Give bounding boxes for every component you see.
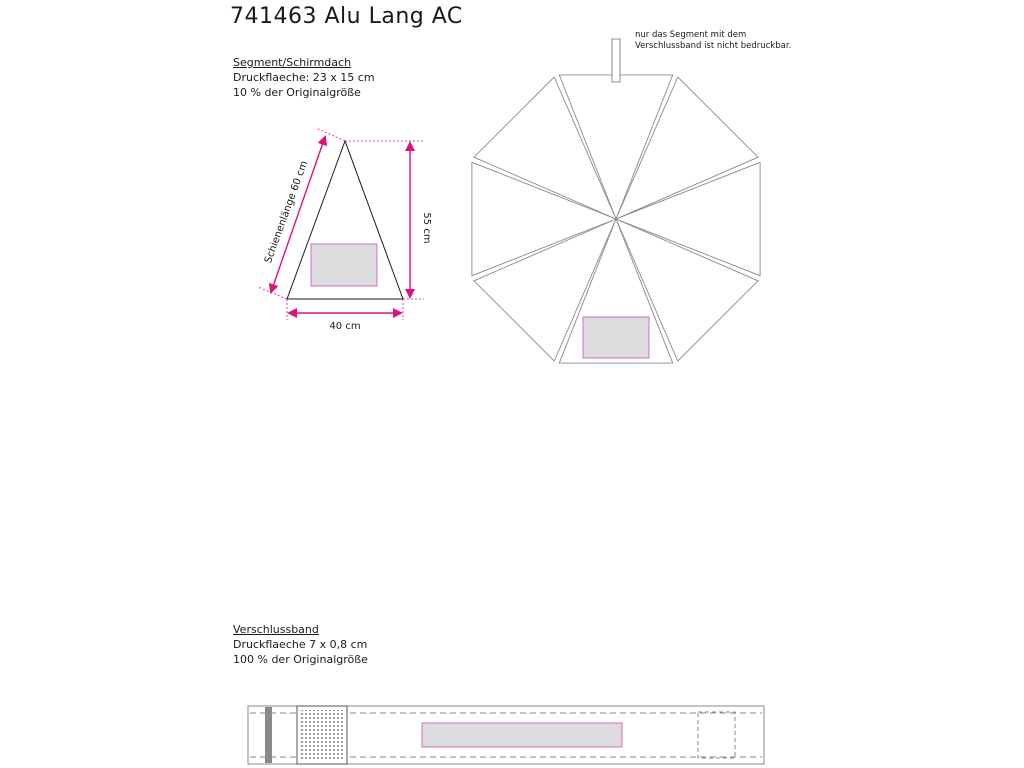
rail-length-label: Schienenlänge 60 cm [263, 159, 311, 265]
closure-strap [248, 706, 764, 764]
base-label: 40 cm [329, 321, 361, 332]
note-line-1: nur das Segment mit dem [635, 30, 747, 40]
segment-print-area-box [311, 244, 377, 286]
strap-heading: Verschlussband [233, 623, 319, 636]
strap-end-bar [265, 707, 272, 763]
segment-scale: 10 % der Originalgröße [233, 86, 361, 99]
strap-print-area: Druckflaeche 7 x 0,8 cm [233, 638, 368, 651]
closure-tab [612, 39, 620, 82]
note-line-2: Verschlussband ist nicht bedruckbar. [635, 41, 792, 51]
page-title: 741463 Alu Lang AC [230, 4, 463, 29]
segment-print-area: Druckflaeche: 23 x 15 cm [233, 71, 375, 84]
segment-heading: Segment/Schirmdach [233, 56, 352, 69]
umbrella-print-area-box [583, 317, 649, 358]
strap-scale: 100 % der Originalgröße [233, 653, 368, 666]
height-label: 55 cm [421, 212, 432, 244]
segment-drawing [258, 128, 432, 332]
rail-extension-top [316, 128, 345, 141]
strap-print-area-box [422, 723, 622, 747]
velcro-texture [301, 710, 343, 760]
